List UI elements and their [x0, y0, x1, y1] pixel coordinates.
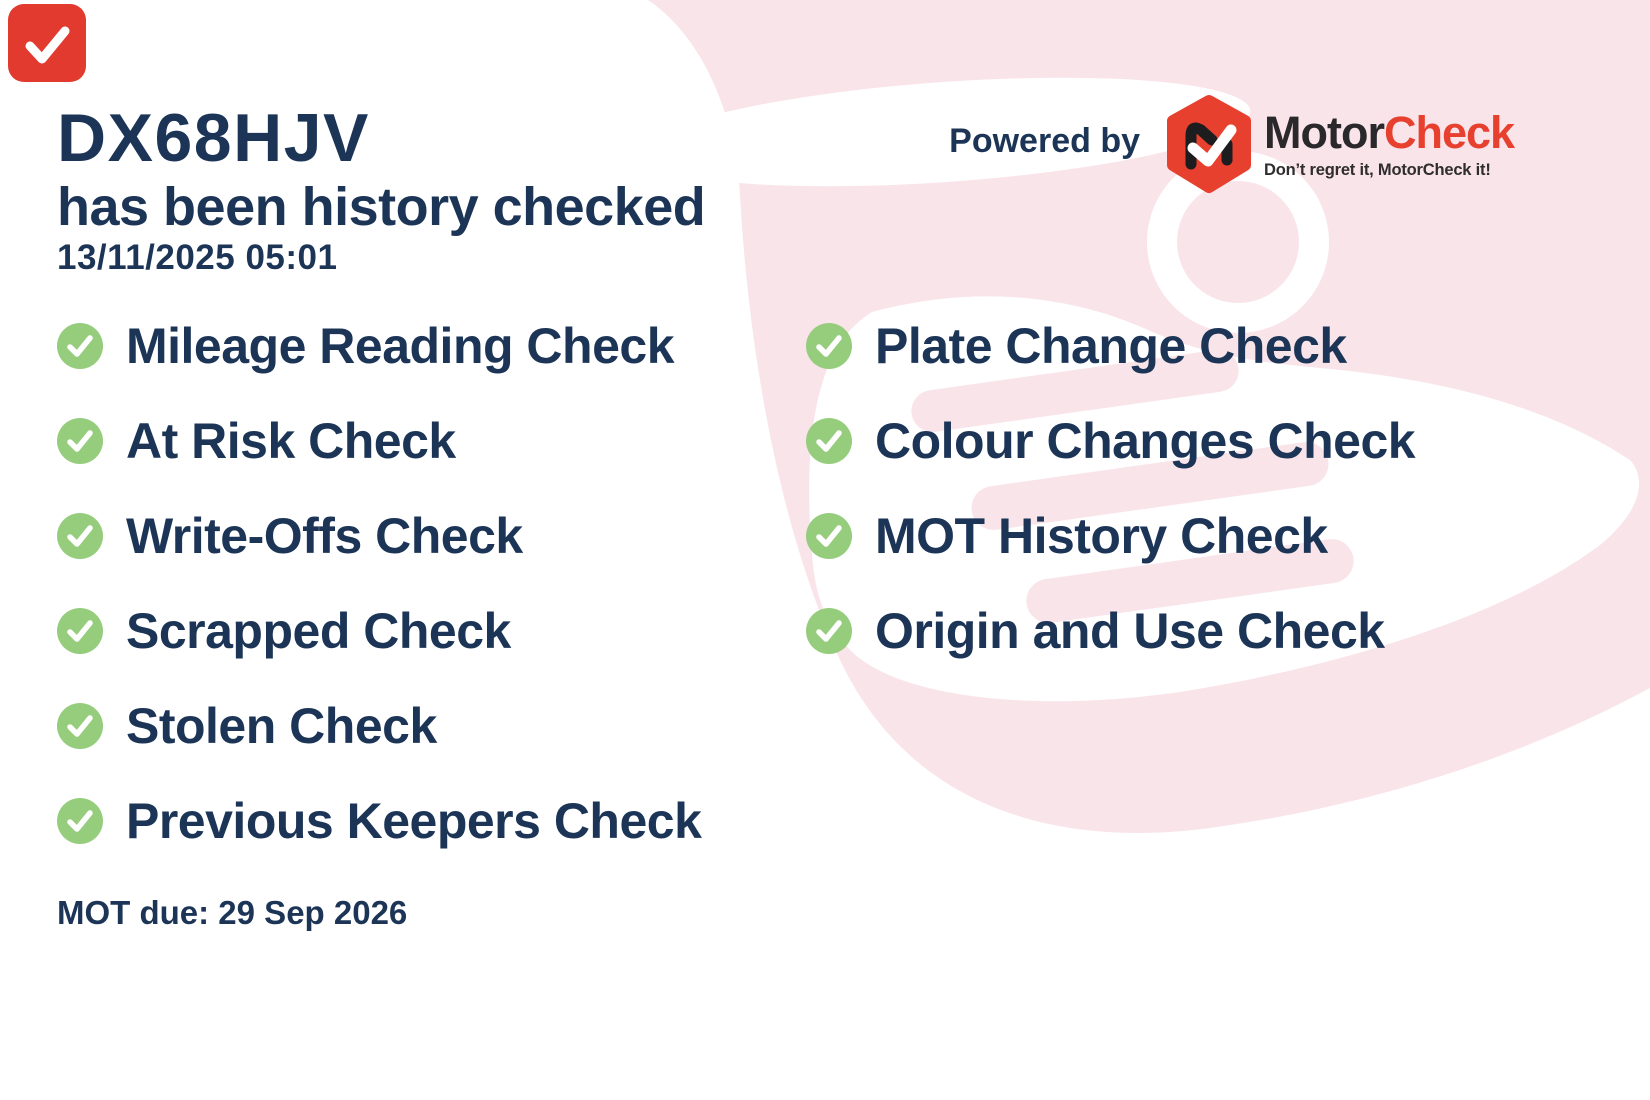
green-check-icon — [57, 608, 103, 654]
list-item — [806, 409, 1415, 473]
page-subtitle: has been history checked — [57, 177, 706, 237]
check-label: Mileage Reading Check — [126, 318, 674, 374]
check-label: Previous Keepers Check — [126, 793, 702, 849]
list-item — [57, 409, 456, 473]
check-label: MOT History Check — [875, 508, 1328, 564]
list-item — [57, 599, 511, 663]
check-label: Scrapped Check — [126, 603, 511, 659]
motorcheck-hexagon-logo — [1163, 94, 1255, 194]
list-item — [57, 789, 701, 853]
check-timestamp: 13/11/2025 05:01 — [57, 238, 338, 277]
green-check-icon — [57, 798, 103, 844]
red-check-icon — [8, 4, 86, 82]
motorcheck-wordmark — [1264, 107, 1515, 158]
list-item — [57, 694, 437, 758]
check-label: Origin and Use Check — [875, 603, 1385, 659]
green-check-icon — [806, 323, 852, 369]
green-check-icon — [57, 418, 103, 464]
green-check-icon — [806, 418, 852, 464]
list-item — [806, 599, 1385, 663]
wordmark-motor: Motor — [1264, 107, 1384, 158]
check-label: Write-Offs Check — [126, 508, 523, 564]
check-label: Colour Changes Check — [875, 413, 1416, 469]
green-check-icon — [57, 323, 103, 369]
green-check-icon — [806, 608, 852, 654]
green-check-icon — [57, 703, 103, 749]
registration-plate: DX68HJV — [57, 100, 370, 176]
check-label: Plate Change Check — [875, 318, 1347, 374]
list-item — [57, 314, 674, 378]
list-item — [806, 314, 1347, 378]
mot-due-date: MOT due: 29 Sep 2026 — [57, 894, 408, 931]
brand-tagline: Don’t regret it, MotorCheck it! — [1264, 161, 1491, 179]
wordmark-check: Check — [1383, 107, 1515, 158]
list-item — [806, 504, 1328, 568]
powered-by-label: Powered by — [949, 122, 1140, 160]
check-label: At Risk Check — [126, 413, 456, 469]
check-label: Stolen Check — [126, 698, 437, 754]
list-item — [57, 504, 523, 568]
green-check-icon — [806, 513, 852, 559]
green-check-icon — [57, 513, 103, 559]
